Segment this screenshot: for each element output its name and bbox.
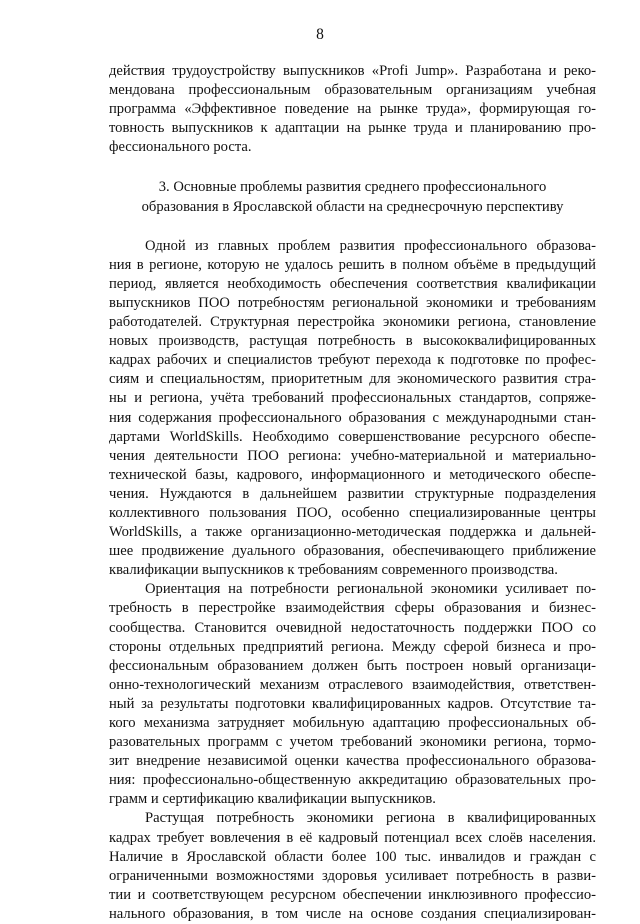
text-line: Ориентация на потребности региональной экономики усиливает по- [145,581,596,598]
text-line: требность в перестройке взаимодействия сферы образования и бизнес- [109,600,596,617]
text-line: тии и соответствующем ресурсном обеспечении инклюзивного профессио- [109,886,596,903]
intro-paragraph [109,62,596,157]
text-line: действия трудоустройству выпускников «Profi Jump». Разработана и реко- [109,63,596,79]
text-line: стороны отдельных предприятий региона. Между сферой бизнеса и про- [109,638,596,655]
text-line: ния содержания профессионального образования с международными стан- [109,409,596,426]
text-line: дартами WorldSkills. Необходимо совершенствование ресурсного обеспе- [109,428,596,445]
text-line: работодателей. Структурная перестройка экономики региона, становление [109,314,596,331]
text-line: нального образования, в том числе на основе создания специализирован- [109,905,596,922]
text-line: товность выпускников к адаптации на рынке труда и планированию про- [109,120,596,137]
text-line: WorldSkills, а также организационно-методическая поддержка и дальней- [109,524,596,541]
text-line: ны и региона, учёта требований профессиональных стандартов, сопряже- [109,390,596,407]
text-line: зит внедрение независимой оценки качества профессионального образова- [109,753,596,770]
text-line: сообщества. Становится очевидной недостаточность поддержки ПОО со [109,619,596,636]
text-line: квалификации выпускников к требованиям современного производства. [109,562,558,579]
text-line: период, является необходимость обеспечения соответствия квалификации [109,275,596,292]
text-line: онно-технологический механизм отраслевого взаимодействия, ответствен- [109,676,596,693]
text-line: ния: профессионально-общественную аккредитацию образовательных про- [109,772,596,789]
page-content [109,62,596,924]
text-line: ный за результаты подготовки квалифицированных кадров. Отсутствие та- [109,695,596,712]
section-heading [109,178,596,216]
paragraph-2 [109,580,596,809]
text-line: фессиональным образованием должен быть построен новый организаци- [109,657,596,674]
text-line: сиям и специальностям, приоритетным для экономического развития стра- [109,371,596,388]
text-line: ограниченными возможностями здоровья усиливает потребность в разви- [109,867,596,884]
text-line: кадрах рабочих и специалистов требуют перехода к подготовке по профес- [109,352,596,369]
page-number: 8 [316,26,324,43]
section-heading-line: образования в Ярославской области на среднесрочную перспективу [141,198,564,215]
text-line: Одной из главных проблем развития профессионального образова- [145,237,596,254]
text-line: кого механизма затрудняет мобильную адаптацию профессиональных об- [109,715,596,731]
text-line: технической базы, кадрового, информационного и методического обеспе- [109,466,596,483]
text-line: чения. Нуждаются в дальнейшем развитии структурные подразделения [109,485,596,502]
text-line: фессионального роста. [109,139,252,156]
text-line: ния в регионе, которую не удалось решить в полном объёме в предыдущий [109,256,596,273]
paragraph-1 [109,237,596,581]
section-heading-line: 3. Основные проблемы развития среднего профессионального [158,179,547,196]
text-line: программа «Эффективное поведение на рынке труда», формирующая го- [109,101,596,118]
text-line: коллективного пользования ПОО, особенно специализированные центры [109,504,596,521]
text-line: кадрах требует вовлечения в её кадровый потенциал всех слоёв населения. [109,829,596,846]
text-line: чения деятельности ПОО региона: учебно-материальной и материально- [109,447,596,464]
text-line: Наличие в Ярославской области более 100 тыс. инвалидов и граждан с [109,848,596,865]
text-line: Растущая потребность экономики региона в квалифицированных [145,810,596,827]
paragraph-3 [109,809,596,924]
text-line: грамм и сертификацию квалификации выпускников. [109,791,436,808]
text-line: новых производств, растущая потребность в высококвалифицированных [109,333,596,350]
text-line: выпускников ПОО потребностям региональной экономики и требованиям [109,294,596,311]
text-line: разовательных программ с учетом требований экономики региона, тормо- [109,734,596,751]
text-line: мендована профессиональным образовательным организациям учебная [109,82,596,99]
text-line: шее продвижение дуального образования, обеспечивающего приближение [109,543,596,560]
